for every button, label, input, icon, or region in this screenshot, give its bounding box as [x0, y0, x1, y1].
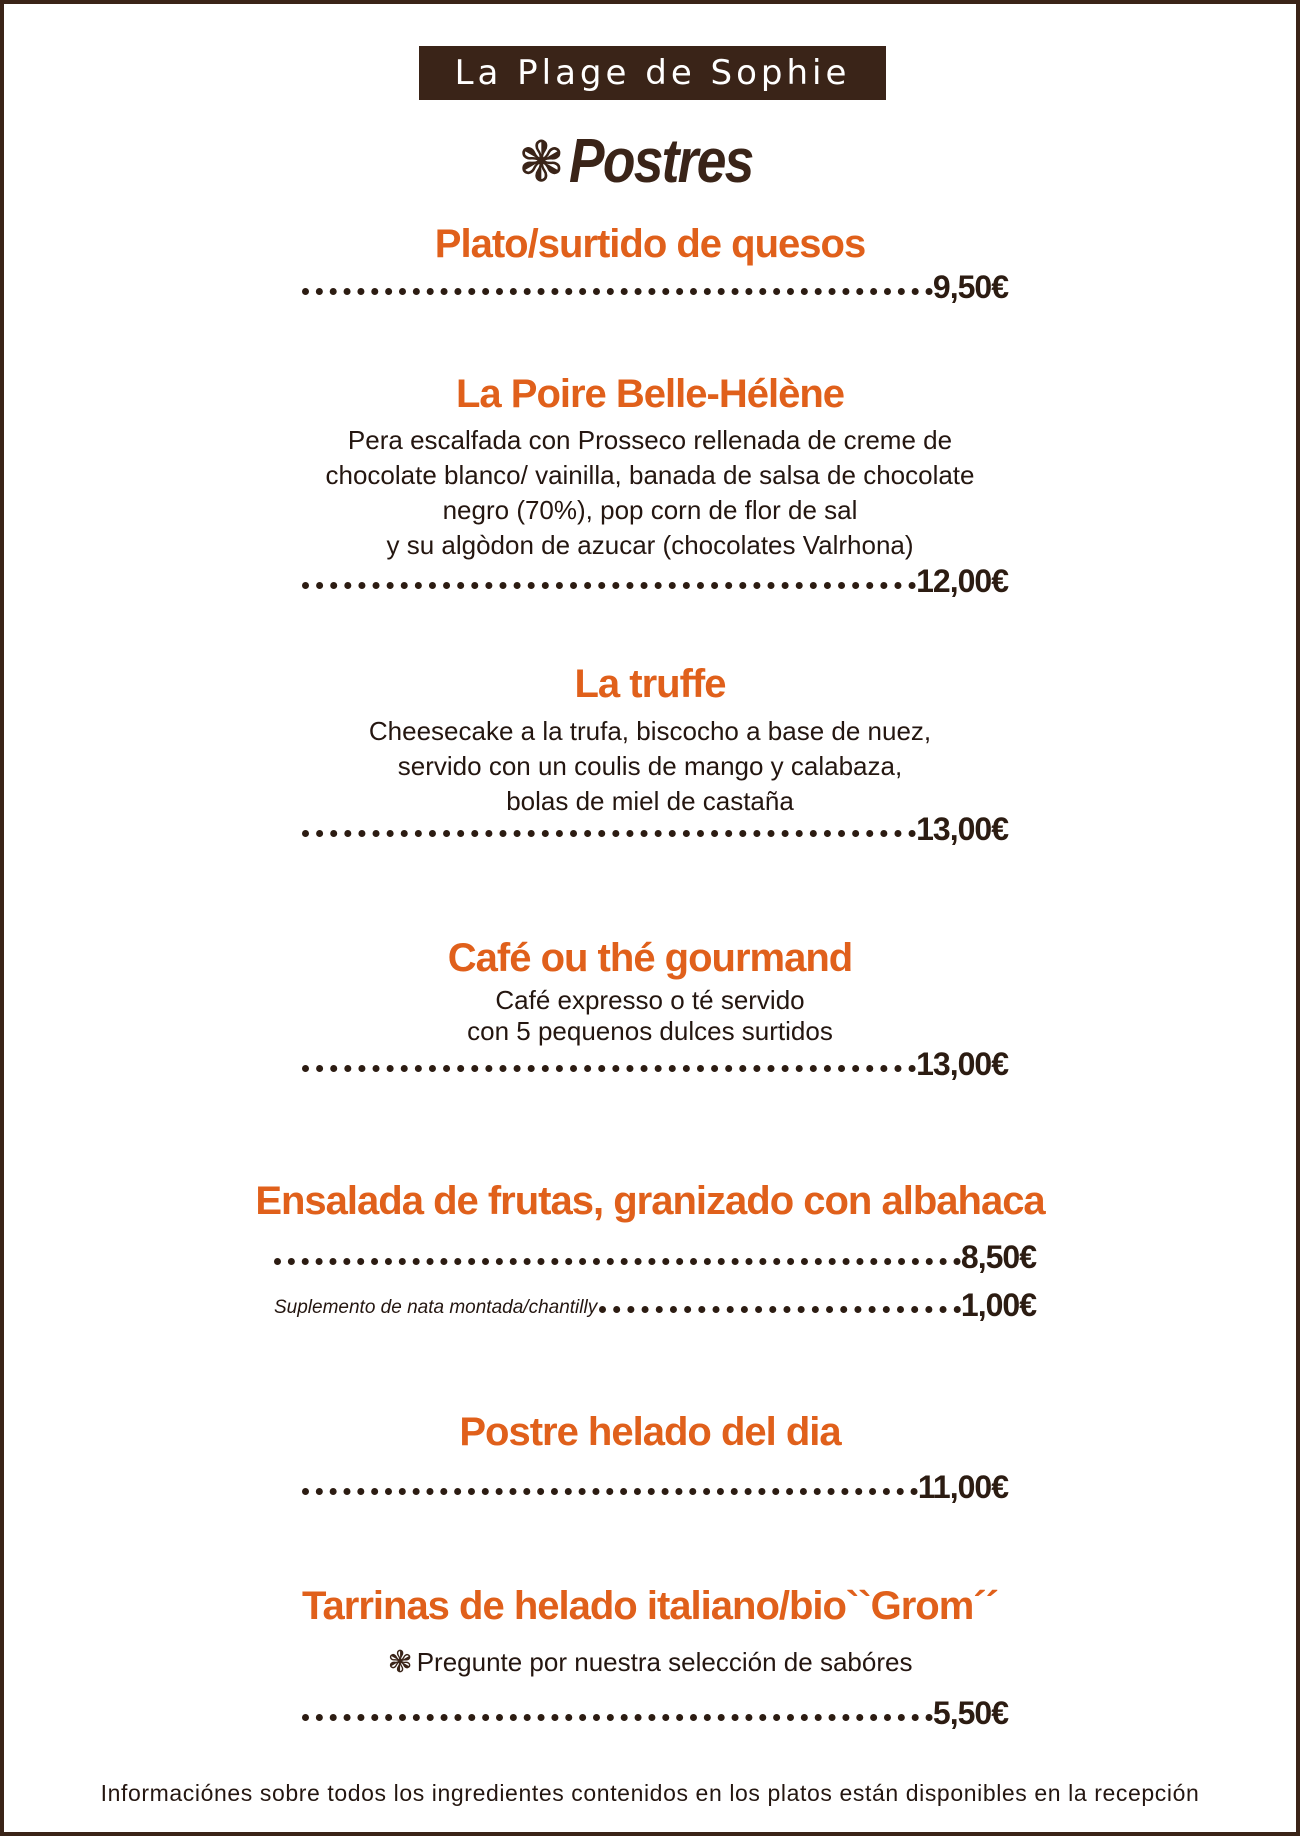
menu-item-name: Plato/surtido de quesos	[434, 222, 866, 266]
section-title-text: Postres	[568, 127, 753, 196]
note-text: Pregunte por nuestra selección de sabóres	[416, 1647, 913, 1677]
allergen-footer-note: Informaciónes sobre todos los ingredientes contenidos en los platos están disponibles en la recepción	[100, 1780, 1200, 1806]
dot-leader	[302, 830, 916, 837]
restaurant-name-banner: La Plage de Sophie	[419, 46, 886, 100]
supplement-row	[274, 1288, 1036, 1322]
menu-item-name: La truffe	[574, 662, 726, 706]
price: 9,50€	[932, 269, 1008, 305]
menu-item-name: Ensalada de frutas, granizado con albahaca	[255, 1179, 1045, 1223]
section-title	[4, 126, 1296, 197]
menu-item-description: Pera escalfada con Prosseco rellenada de creme de chocolate blanco/ vainilla, banada de salsa de chocolate negro (70%), pop corn de flor de sal y su algòdon de azucar (chocolates Valrhona)	[325, 425, 975, 560]
price: 5,50€	[932, 1695, 1008, 1731]
price-row	[302, 812, 1008, 846]
price-row	[302, 1047, 1008, 1081]
supplement-price: 1,00€	[960, 1287, 1036, 1323]
menu-item-name: Tarrinas de helado italiano/bio``Grom´´	[302, 1584, 998, 1628]
dot-leader	[302, 1065, 916, 1072]
menu-item-description: Cheesecake a la trufa, biscocho a base de nuez, servido con un coulis de mango y calabaza, bolas de miel de castaña	[368, 716, 932, 816]
menu-item-name: La Poire Belle-Hélène	[455, 372, 845, 416]
price-row	[302, 564, 1008, 598]
menu-item-name: Postre helado del dia	[459, 1410, 841, 1454]
price-row	[302, 1470, 1008, 1504]
dot-leader	[302, 288, 933, 295]
dot-leader	[599, 1306, 961, 1313]
price-row	[302, 1696, 1008, 1730]
dot-leader	[302, 582, 916, 589]
dot-leader	[302, 1714, 933, 1721]
price: 13,00€	[916, 811, 1008, 847]
price: 12,00€	[916, 563, 1008, 599]
dot-leader	[302, 1488, 918, 1495]
menu-item-name: Café ou thé gourmand	[447, 936, 853, 980]
price-row	[274, 1240, 1036, 1274]
dot-leader	[274, 1258, 961, 1265]
price: 13,00€	[916, 1046, 1008, 1082]
price-row	[302, 270, 1008, 304]
supplement-label: Suplemento de nata montada/chantilly	[274, 1297, 598, 1318]
price: 8,50€	[960, 1239, 1036, 1275]
flower-icon: ❃	[517, 129, 565, 193]
menu-item-note	[4, 1645, 1296, 1680]
flower-icon: ❃	[387, 1646, 413, 1679]
price: 11,00€	[917, 1469, 1008, 1505]
menu-item-description: Café expresso o té servido con 5 pequenos dulces surtidos	[467, 985, 833, 1046]
